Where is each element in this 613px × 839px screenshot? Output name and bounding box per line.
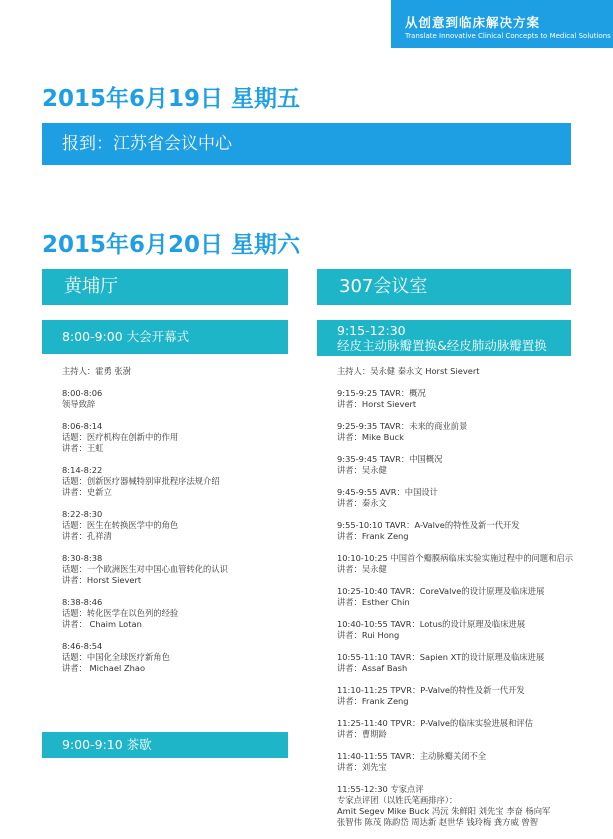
banner-title-zh: 从创意到临床解决方案 (405, 15, 541, 30)
agenda-line: 讲者：王虹 (62, 443, 104, 453)
agenda-item (337, 520, 587, 542)
agenda-line: 讲者：Frank Zeng (337, 696, 409, 706)
agenda-line: 8:38-8:46 (62, 597, 103, 607)
agenda-line: 9:45-9:55 AVR：中国设计 (337, 487, 438, 497)
agenda-item (62, 465, 288, 498)
agenda-line: 10:40-10:55 TAVR：Lotus的设计原理及临床进展 (337, 619, 526, 629)
agenda-item (337, 784, 587, 828)
agenda-item (337, 553, 587, 575)
agenda-line: 8:06-8:14 (62, 421, 103, 431)
agenda-item (337, 421, 587, 443)
agenda-line: 讲者：Horst Sievert (337, 399, 417, 409)
agenda-line: 讲者：史新立 (62, 487, 112, 497)
agenda-item (337, 685, 587, 707)
agenda-item (337, 751, 587, 773)
agenda-line: 专家点评团（以姓氏笔画排序）： (337, 795, 458, 805)
agenda-line: 讲者：曹期龄 (337, 729, 387, 739)
day1-date: 2015年6月19日 星期五 (42, 86, 301, 112)
agenda-line: 9:15-9:25 TAVR：概况 (337, 388, 426, 398)
agenda-line: 话题：一个欧洲医生对中国心血管转化的认识 (62, 564, 228, 574)
session-tavr-title: 经皮主动脉瓣置换&经皮肺动脉瓣置换 (337, 338, 547, 353)
agenda-line: 10:25-10:40 TAVR：CoreValve的设计原理及临床进展 (337, 586, 545, 596)
agenda-item (337, 718, 587, 740)
agenda-item (62, 421, 288, 454)
agenda-line: 张智伟 陈茂 陈韵岱 周达新 赵世华 钱玲梅 龚方威 曾智 (337, 817, 538, 827)
agenda-line: 讲者：吴永健 (337, 564, 387, 574)
agenda-line: 10:55-11:10 TAVR：Sapien XT的设计原理及临床进展 (337, 652, 545, 662)
agenda-line: 讲者：Mike Buck (337, 432, 404, 442)
agenda-line: 话题：创新医疗器械特别审批程序法规介绍 (62, 476, 220, 486)
header-banner (391, 0, 613, 48)
agenda-line: Amit Segev Mike Buck 冯沅 朱鲜阳 刘先宝 李奋 杨向军 (337, 806, 551, 816)
agenda-line: 8:30-8:38 (62, 553, 103, 563)
agenda-item (62, 641, 288, 674)
agenda-line: 话题：医疗机构在创新中的作用 (62, 432, 179, 442)
agenda-line: 主持人：霍勇 张澍 (62, 366, 132, 376)
agenda-line: 领导致辞 (62, 399, 96, 409)
agenda-item (337, 586, 587, 608)
agenda-line: 10:10-10:25 中国首个瓣膜病临床实验实施过程中的问题和启示 (337, 553, 573, 563)
agenda-item (337, 652, 587, 674)
agenda-line: 话题：医生在转换医学中的角色 (62, 520, 179, 530)
right-agenda (337, 366, 587, 839)
agenda-item (337, 388, 587, 410)
agenda-line: 11:10-11:25 TPVR：P-Valve的特性及新一代开发 (337, 685, 525, 695)
agenda-line: 8:22-8:30 (62, 509, 103, 519)
agenda-line: 讲者：刘先宝 (337, 762, 387, 772)
agenda-item (337, 366, 587, 377)
agenda-item (62, 553, 288, 586)
registration-bar: 报到：江苏省会议中心 (42, 123, 571, 165)
agenda-line: 话题：转化医学在以色列的经验 (62, 608, 179, 618)
agenda-line: 讲者：吴永健 (337, 465, 387, 475)
agenda-line: 11:55-12:30 专家点评 (337, 784, 424, 794)
agenda-line: 8:14-8:22 (62, 465, 103, 475)
hall-307-header: 307会议室 (317, 269, 571, 305)
agenda-line: 11:40-11:55 TAVR：主动脉瓣关闭不全 (337, 751, 487, 761)
agenda-line: 讲者：Rui Hong (337, 630, 400, 640)
agenda-line: 9:55-10:10 TAVR：A-Valve的特性及新一代开发 (337, 520, 520, 530)
hall-huangpu-header: 黄埔厅 (42, 269, 288, 305)
session-tavr (317, 320, 571, 356)
agenda-line: 9:35-9:45 TAVR：中国概况 (337, 454, 443, 464)
day2-date: 2015年6月20日 星期六 (42, 232, 301, 258)
agenda-item (337, 454, 587, 476)
agenda-line: 主持人：吴永健 秦永文 Horst Sievert (337, 366, 480, 376)
agenda-item (62, 597, 288, 630)
agenda-line: 话题：中国化全球医疗新角色 (62, 652, 170, 662)
session-tavr-time: 9:15-12:30 (337, 323, 406, 338)
agenda-item (337, 619, 587, 641)
agenda-line: 讲者：Frank Zeng (337, 531, 409, 541)
banner-title-en: Translate Innovative Clinical Concepts to Medical Solutions (405, 32, 611, 40)
left-agenda (62, 366, 288, 685)
agenda-item (62, 388, 288, 410)
agenda-item (337, 487, 587, 509)
agenda-line: 讲者： Michael Zhao (62, 663, 146, 673)
agenda-line: 讲者：秦永文 (337, 498, 387, 508)
session-tea-break: 9:00-9:10 茶歇 (42, 732, 288, 758)
agenda-line: 讲者：孔祥清 (62, 531, 112, 541)
agenda-line: 讲者：Esther Chin (337, 597, 410, 607)
agenda-line: 讲者：Horst Sievert (62, 575, 142, 585)
agenda-line: 讲者：Assaf Bash (337, 663, 408, 673)
agenda-line: 8:00-8:06 (62, 388, 103, 398)
agenda-line: 11:25-11:40 TPVR：P-Valve的临床实验进展和评估 (337, 718, 533, 728)
session-opening: 8:00-9:00 大会开幕式 (42, 320, 288, 354)
agenda-line: 9:25-9:35 TAVR：未来的商业前景 (337, 421, 468, 431)
agenda-item (62, 509, 288, 542)
agenda-line: 8:46-8:54 (62, 641, 103, 651)
agenda-item (62, 366, 288, 377)
agenda-line: 讲者： Chaim Lotan (62, 619, 142, 629)
